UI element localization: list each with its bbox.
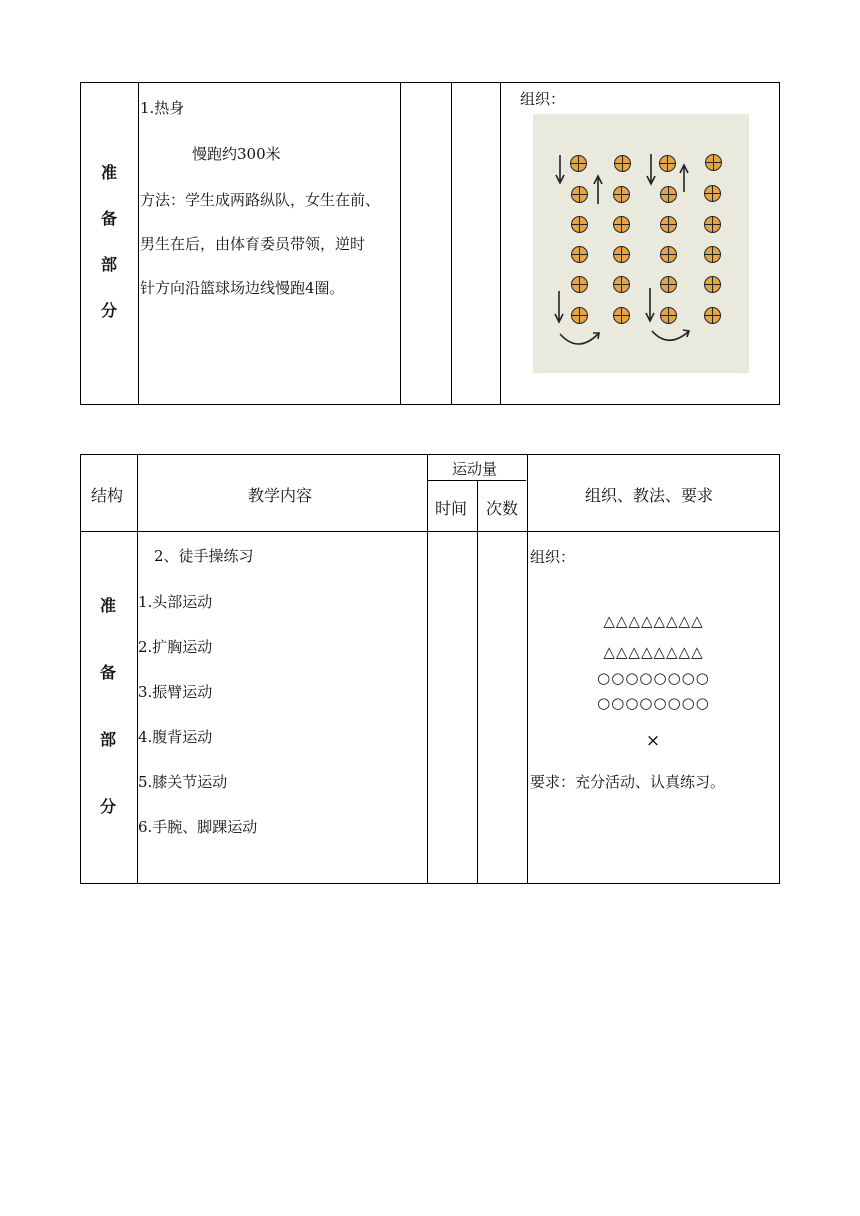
header-time: 时间 [435,499,468,518]
basketball-icon [705,154,722,171]
divider [400,83,401,404]
basketball-icon [704,185,721,202]
exercise-item: 5.膝关节运动 [138,773,228,791]
header-count: 次数 [486,499,519,518]
method-line: 男生在后，由体育委员带领，逆时 [140,235,366,253]
basketball-icon [571,186,588,203]
exercise-item: 6.手腕、脚踝运动 [138,818,258,836]
basketball-icon [613,246,630,263]
basketball-icon [659,155,676,172]
divider [427,480,526,481]
basketball-icon [613,276,630,293]
warmup-title: 1.热身 [140,99,185,117]
basketball-icon [704,246,721,263]
formation-row: ○○○○○○○○ [597,669,710,687]
basketball-icon [613,307,630,324]
organization-label: 组织： [530,548,576,566]
basketball-icon [660,186,677,203]
basketball-icon [660,246,677,263]
header-exercise-load: 运动量 [452,460,498,478]
exercise-item: 2.扩胸运动 [138,638,213,656]
basketball-icon [704,276,721,293]
basketball-icon [660,276,677,293]
divider [81,531,779,532]
basketball-icon [613,216,630,233]
arrows-icon [533,114,749,373]
teacher-mark: × [645,731,662,751]
method-line: 方法：学生成两路纵队，女生在前、 [140,191,381,209]
divider [138,83,139,404]
basketball-icon [571,276,588,293]
method-line: 针方向沿篮球场边线慢跑4圈。 [140,279,345,297]
organization-label: 组织： [520,90,566,108]
basketball-icon [571,216,588,233]
formation-row: △△△△△△△△ [603,612,704,630]
divider [451,83,452,404]
basketball-icon [571,246,588,263]
basketball-icon [704,216,721,233]
header-structure: 结构 [91,486,124,505]
basketball-icon [660,307,677,324]
exercise-title: 2、徒手操练习 [154,547,254,565]
basketball-icon [660,216,677,233]
exercise-item: 4.腹背运动 [138,728,213,746]
header-organization: 组织、教法、要求 [585,486,714,505]
basketball-icon [570,155,587,172]
requirement-text: 要求：充分活动、认真练习。 [530,773,726,791]
basketball-icon [704,307,721,324]
basketball-icon [614,155,631,172]
jog-distance: 慢跑约300米 [192,145,281,163]
divider [500,83,501,404]
divider [477,480,478,883]
exercise-item: 3.振臂运动 [138,683,213,701]
basketball-formation-photo [533,114,749,373]
header-teaching-content: 教学内容 [248,486,313,505]
exercise-item: 1.头部运动 [138,593,213,611]
basketball-icon [571,307,588,324]
basketball-icon [613,186,630,203]
formation-row: △△△△△△△△ [603,643,704,661]
divider [427,455,428,883]
formation-row: ○○○○○○○○ [597,694,710,712]
